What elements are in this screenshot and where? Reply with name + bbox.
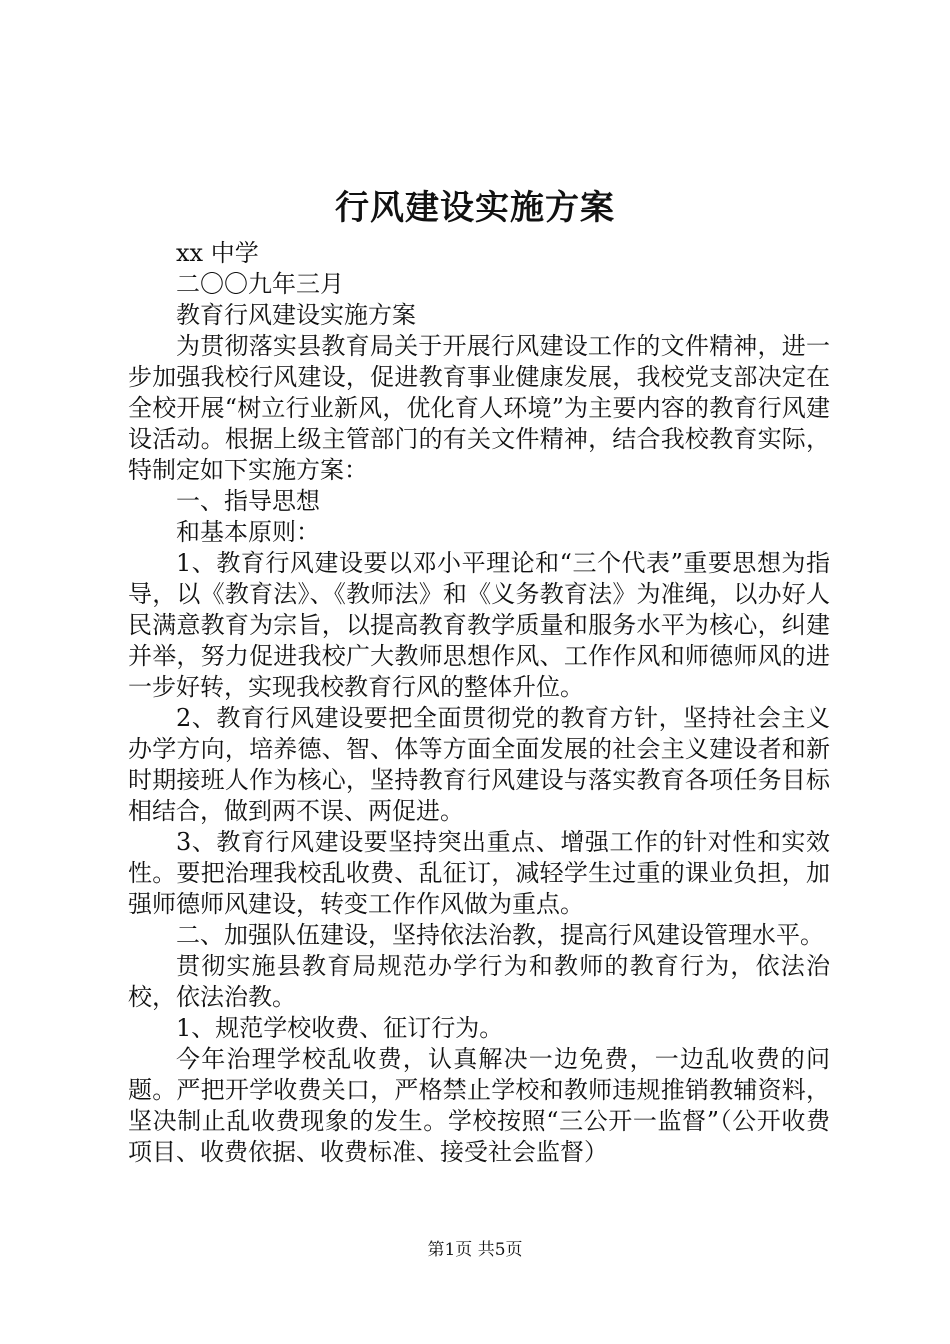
subtitle-line: 教育行风建设实施方案 — [176, 301, 416, 329]
date-line: 二〇〇九年三月 — [176, 270, 344, 298]
section-heading: 一、指导思想 — [176, 487, 320, 515]
sub-heading: 1、规范学校收费、征订行为。 — [176, 1014, 504, 1042]
page-number-footer: 第1页 共5页 — [427, 1240, 523, 1260]
section-heading: 二、加强队伍建设，坚持依法治教，提高行风建设管理水平。 — [176, 921, 824, 949]
document-body — [128, 238, 830, 1168]
school-name: xx 中学 — [176, 239, 259, 267]
body-paragraph: 贯彻实施县教育局规范办学行为和教师的教育行为，依法治校，依法治教。 — [128, 952, 830, 1011]
body-paragraph: 为贯彻落实县教育局关于开展行风建设工作的文件精神，进一步加强我校行风建设，促进教育事业健康发展，我校党支部决定在全校开展“树立行业新风，优化育人环境”为主要内容的教育行风建设活动。根据上级主管部门的有关文件精神，结合我校教育实际，特制定如下实施方案： — [128, 332, 830, 484]
body-paragraph: 今年治理学校乱收费，认真解决一边免费，一边乱收费的问题。严把开学收费关口，严格禁止学校和教师违规推销教辅资料，坚决制止乱收费现象的发生。学校按照“三公开一监督”（公开收费项目、收费依据、收费标准、接受社会监督） — [128, 1045, 830, 1166]
document-title: 行风建设实施方案 — [335, 188, 615, 228]
body-paragraph: 3、教育行风建设要坚持突出重点、增强工作的针对性和实效性。要把治理我校乱收费、乱征订，减轻学生过重的课业负担，加强师德师风建设，转变工作作风做为重点。 — [128, 828, 830, 918]
body-paragraph: 2、教育行风建设要把全面贯彻党的教育方针，坚持社会主义办学方向，培养德、智、体等方面全面发展的社会主义建设者和新时期接班人作为核心，坚持教育行风建设与落实教育各项任务目标相结合，做到两不误、两促进。 — [128, 704, 830, 825]
body-paragraph: 1、教育行风建设要以邓小平理论和“三个代表”重要思想为指导，以《教育法》、《教师法》和《义务教育法》为准绳，以办好人民满意教育为宗旨，以提高教育教学质量和服务水平为核心，纠建并举，努力促进我校广大教师思想作风、工作作风和师德师风的进一步好转，实现我校教育行风的整体升位。 — [128, 549, 830, 701]
section-heading-continued: 和基本原则： — [176, 518, 320, 546]
